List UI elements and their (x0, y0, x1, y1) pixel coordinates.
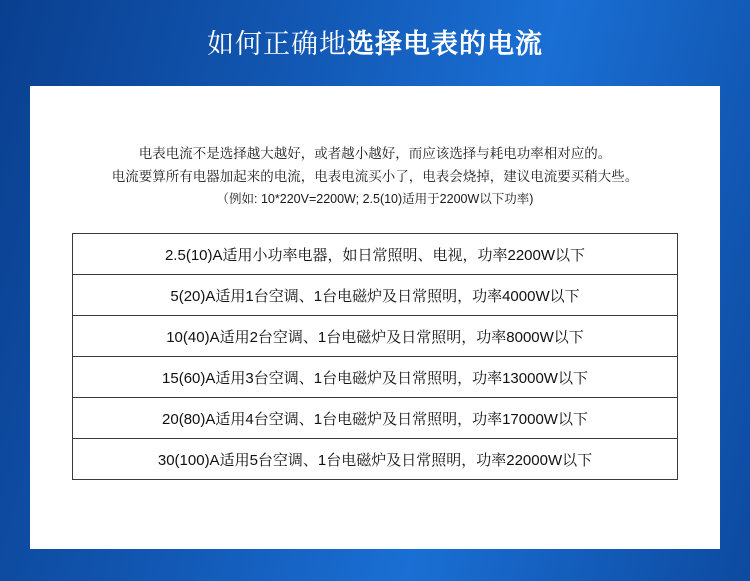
page-title-emphasis: 选择电表的电流 (347, 28, 543, 59)
page-title (207, 22, 543, 61)
table-row: 2.5(10)A适用小功率电器，如日常照明、电视，功率2200W以下 (73, 234, 677, 275)
content-card (30, 86, 720, 549)
header-banner (0, 0, 750, 82)
intro-text-block (30, 86, 720, 211)
intro-line-3-example: （例如: 10*220V=2200W; 2.5(10)适用于2200W以下功率) (216, 192, 534, 206)
table-row: 10(40)A适用2台空调、1台电磁炉及日常照明，功率8000W以下 (73, 316, 677, 357)
intro-line-2: 电流要算所有电器加起来的电流，电表电流买小了，电表会烧掉，建议电流要买稍大些。 (111, 169, 639, 184)
current-rating-table (72, 233, 678, 480)
table-row: 5(20)A适用1台空调、1台电磁炉及日常照明，功率4000W以下 (73, 275, 677, 316)
table-row: 20(80)A适用4台空调、1台电磁炉及日常照明，功率17000W以下 (73, 398, 677, 439)
table-row: 30(100)A适用5台空调、1台电磁炉及日常照明，功率22000W以下 (73, 439, 677, 480)
page-title-prefix: 如何正确地 (207, 28, 347, 59)
intro-line-1: 电表电流不是选择越大越好，或者越小越好，而应该选择与耗电功率相对应的。 (138, 146, 612, 161)
table-row: 15(60)A适用3台空调、1台电磁炉及日常照明，功率13000W以下 (73, 357, 677, 398)
